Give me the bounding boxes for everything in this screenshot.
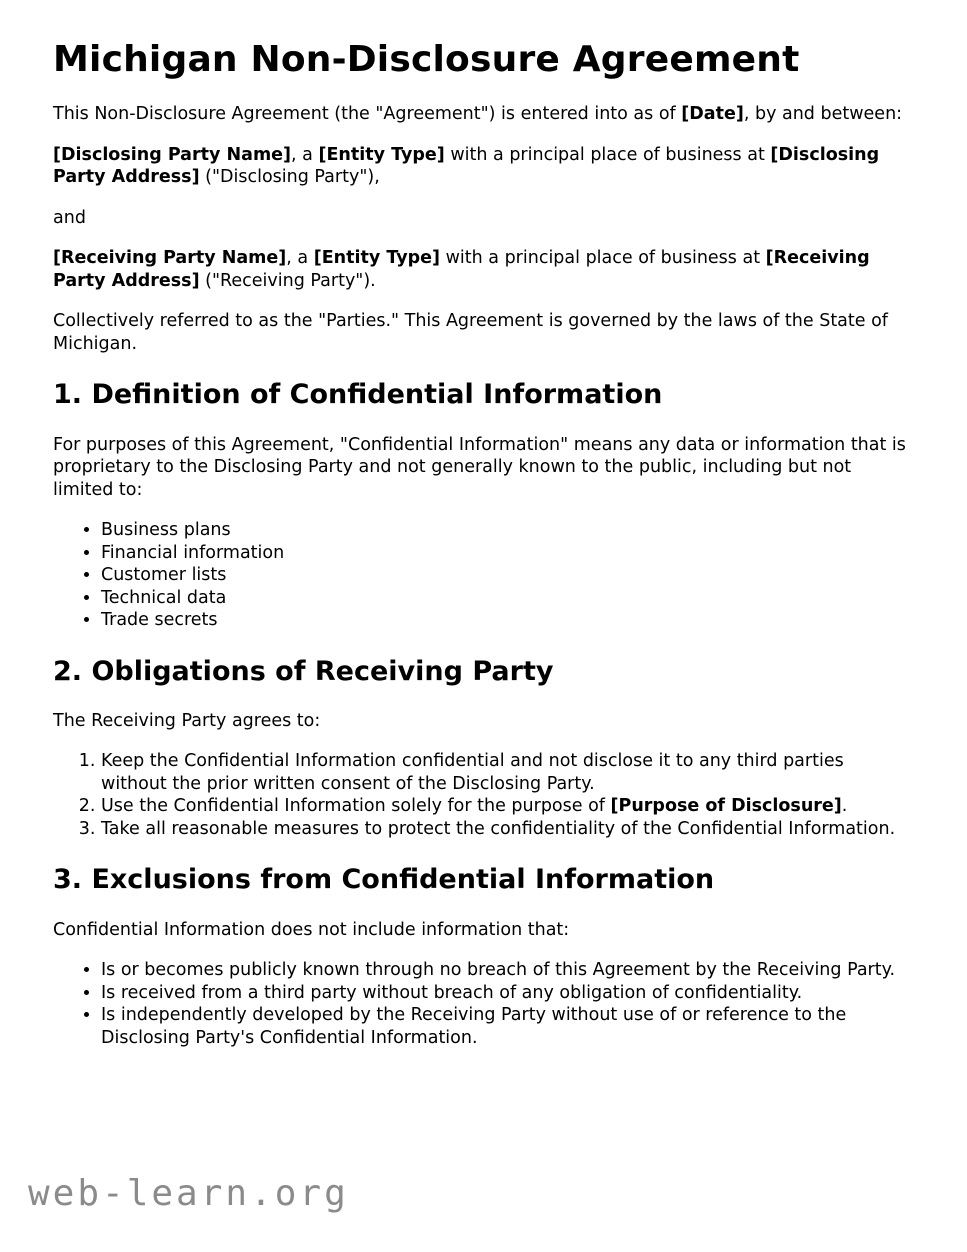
list-item: • Financial information [101, 542, 914, 565]
list-item: 2. Use the Confidential Information solely for the purpose of [Purpose of Disclosure]. [101, 795, 914, 818]
paragraph-opening: This Non-Disclosure Agreement (the "Agreement") is entered into as of [Date], by and between: [53, 104, 903, 125]
list-item: • Is independently developed by the Receiving Party without use of or reference to the Disclosing Party's Confidential Information. [101, 1004, 914, 1049]
section-intro: Confidential Information does not include information that: [53, 919, 570, 940]
paragraph-conjunction: and [53, 207, 86, 228]
list-item: • Is or becomes publicly known through no breach of this Agreement by the Receiving Party. [101, 959, 914, 982]
section-definition-of-confidential-information [53, 379, 914, 631]
list-item: • Technical data [101, 587, 914, 610]
confidential-info-types-list [53, 519, 914, 632]
document-title: Michigan Non-Disclosure Agreement [53, 39, 800, 80]
section-intro: For purposes of this Agreement, "Confidential Information" means any data or information that is proprietary to the Disclosing Party and not generally known to the public, including but not limited to: [53, 434, 906, 500]
section-obligations-of-receiving-party [53, 656, 914, 841]
watermark: web-learn.org [28, 1173, 349, 1214]
list-item: • Trade secrets [101, 609, 914, 632]
list-item: 1. Keep the Confidential Information confidential and not disclose it to any third parties without the prior written consent of the Disclosing Party. [101, 750, 914, 795]
section-heading: 1. Definition of Confidential Information [53, 379, 663, 411]
section-exclusions-from-confidential-information [53, 864, 914, 1049]
list-item: • Customer lists [101, 564, 914, 587]
list-item: • Is received from a third party without breach of any obligation of confidentiality. [101, 982, 914, 1005]
list-item: • Business plans [101, 519, 914, 542]
section-heading: 3. Exclusions from Confidential Information [53, 864, 715, 896]
section-intro: The Receiving Party agrees to: [53, 710, 321, 731]
paragraph-collective: Collectively referred to as the "Parties." This Agreement is governed by the laws of the State of Michigan. [53, 311, 888, 354]
list-item: 3. Take all reasonable measures to protect the confidentiality of the Confidential Information. [101, 818, 914, 841]
paragraph-disclosing-party: [Disclosing Party Name], a [Entity Type] with a principal place of business at [Disclosing Party Address] ("Disclosing Party"), [53, 144, 880, 188]
obligations-list [53, 750, 914, 840]
paragraph-receiving-party: [Receiving Party Name], a [Entity Type] with a principal place of business at [Receiving Party Address] ("Receiving Party"). [53, 248, 870, 291]
section-heading: 2. Obligations of Receiving Party [53, 655, 554, 687]
exclusions-list [53, 959, 914, 1049]
